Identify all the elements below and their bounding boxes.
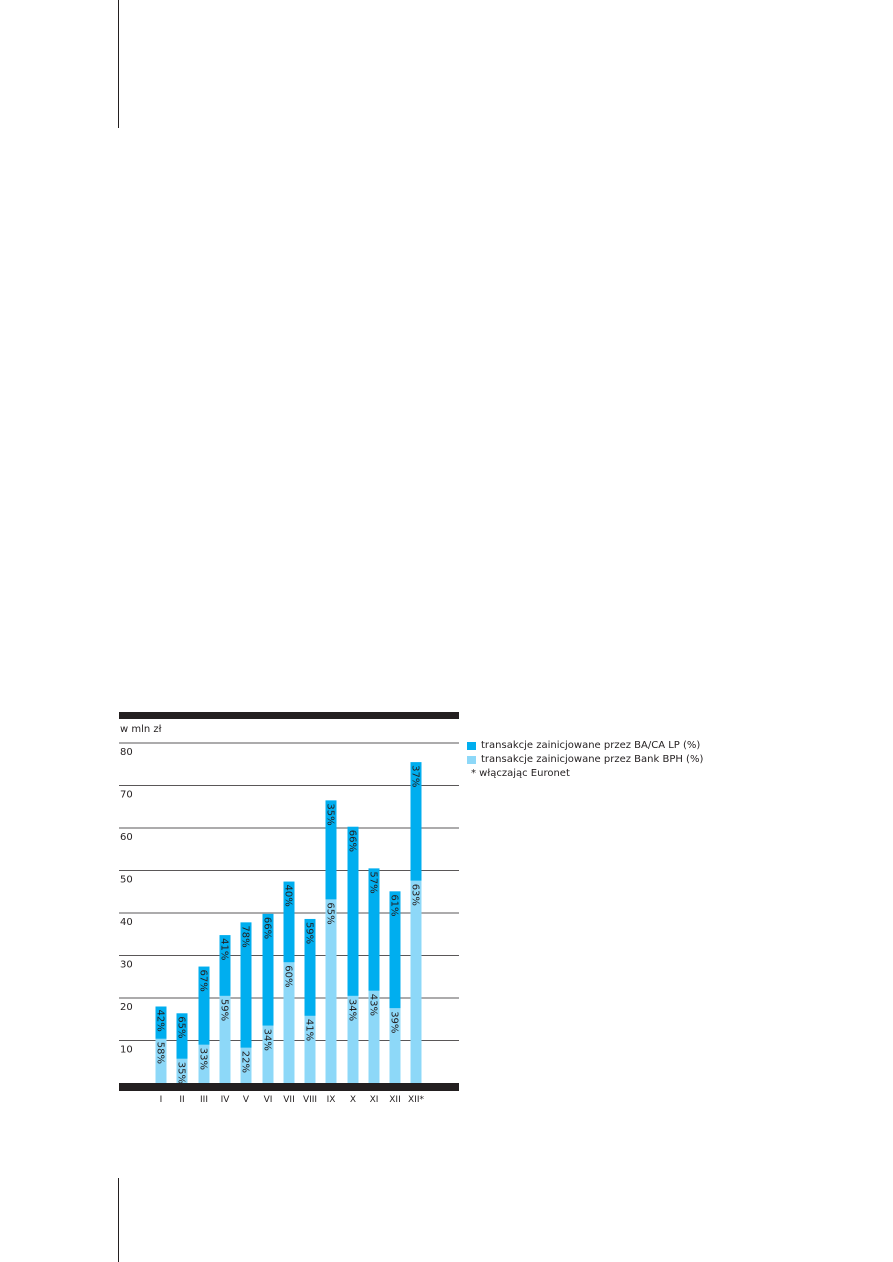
legend-item-bph (467, 754, 703, 766)
bars (156, 762, 422, 1083)
pct-label-bph-7: 41% (303, 1018, 315, 1042)
pct-label-bph-0: 58% (154, 1041, 166, 1065)
pct-label-ba-ca-7: 59% (303, 921, 315, 945)
x-tick-label-2: III (200, 1095, 208, 1105)
pct-label-ba-ca-4: 78% (239, 925, 251, 948)
pct-label-bph-11: 39% (388, 1011, 400, 1034)
x-tick-label-3: IV (220, 1095, 230, 1105)
y-tick-labels (120, 747, 133, 1056)
y-tick-label-30: 30 (120, 959, 133, 971)
chart-baseline-band (119, 1083, 459, 1091)
y-tick-label-50: 50 (120, 874, 133, 886)
legend-swatch-ba-ca (467, 742, 476, 750)
legend (467, 740, 703, 780)
bar-bph-8 (326, 899, 337, 1083)
pct-label-ba-ca-1: 65% (175, 1016, 187, 1039)
x-tick-label-0: I (159, 1095, 163, 1105)
bar-bph-12 (411, 881, 422, 1083)
chart-top-band (119, 712, 459, 719)
legend-label-bph: transakcje zainicjowane przez Bank BPH (%) (481, 754, 704, 765)
x-tick-label-5: VI (263, 1095, 273, 1105)
legend-label-ba-ca: transakcje zainicjowane przez BA/CA LP (%) (481, 740, 701, 751)
pct-label-bph-8: 65% (324, 902, 336, 925)
x-tick-label-12: XII* (408, 1095, 424, 1105)
pct-label-bph-3: 59% (218, 998, 230, 1022)
pct-label-ba-ca-5: 66% (261, 916, 273, 940)
pct-label-bph-9: 34% (346, 998, 358, 1022)
pct-label-bph-5: 34% (261, 1028, 273, 1051)
pct-label-ba-ca-12: 37% (409, 765, 421, 788)
x-tick-label-7: VIII (302, 1095, 318, 1105)
legend-item-ba-ca (467, 740, 703, 752)
legend-swatch-bph (467, 756, 476, 764)
pct-label-bph-2: 33% (197, 1047, 209, 1070)
x-tick-labels (160, 1095, 425, 1105)
y-tick-label-80: 80 (120, 747, 133, 758)
pct-label-ba-ca-8: 35% (324, 803, 336, 826)
legend-footnote: * włączając Euronet (471, 768, 570, 779)
x-tick-label-8: IX (326, 1095, 336, 1105)
pct-label-ba-ca-11: 61% (388, 894, 400, 917)
x-tick-label-9: X (349, 1095, 357, 1105)
pct-label-bph-10: 43% (367, 993, 379, 1017)
pct-label-ba-ca-0: 42% (154, 1009, 166, 1032)
y-tick-label-70: 70 (120, 789, 133, 801)
pct-label-bph-6: 60% (282, 965, 294, 988)
pct-label-ba-ca-2: 67% (197, 969, 209, 992)
pct-label-bph-1: 35% (175, 1061, 187, 1085)
x-tick-label-11: XII (389, 1095, 401, 1105)
pct-label-ba-ca-10: 57% (367, 871, 379, 894)
pct-label-ba-ca-6: 40% (282, 884, 294, 907)
x-tick-label-4: V (242, 1095, 250, 1105)
y-tick-label-40: 40 (120, 917, 133, 928)
y-tick-label-60: 60 (120, 832, 133, 843)
y-tick-label-20: 20 (120, 1002, 133, 1013)
bar-ba-ca-9 (348, 827, 359, 996)
pct-label-bph-12: 63% (409, 883, 421, 906)
x-tick-label-1: II (179, 1095, 185, 1105)
pct-label-bph-4: 22% (239, 1050, 251, 1073)
pct-label-ba-ca-9: 66% (346, 829, 358, 852)
y-unit-label: w mln zł (120, 724, 162, 735)
x-tick-label-10: XI (369, 1095, 379, 1105)
x-tick-label-6: VII (283, 1095, 295, 1105)
y-tick-label-10: 10 (120, 1044, 133, 1056)
pct-label-ba-ca-3: 41% (218, 938, 230, 961)
